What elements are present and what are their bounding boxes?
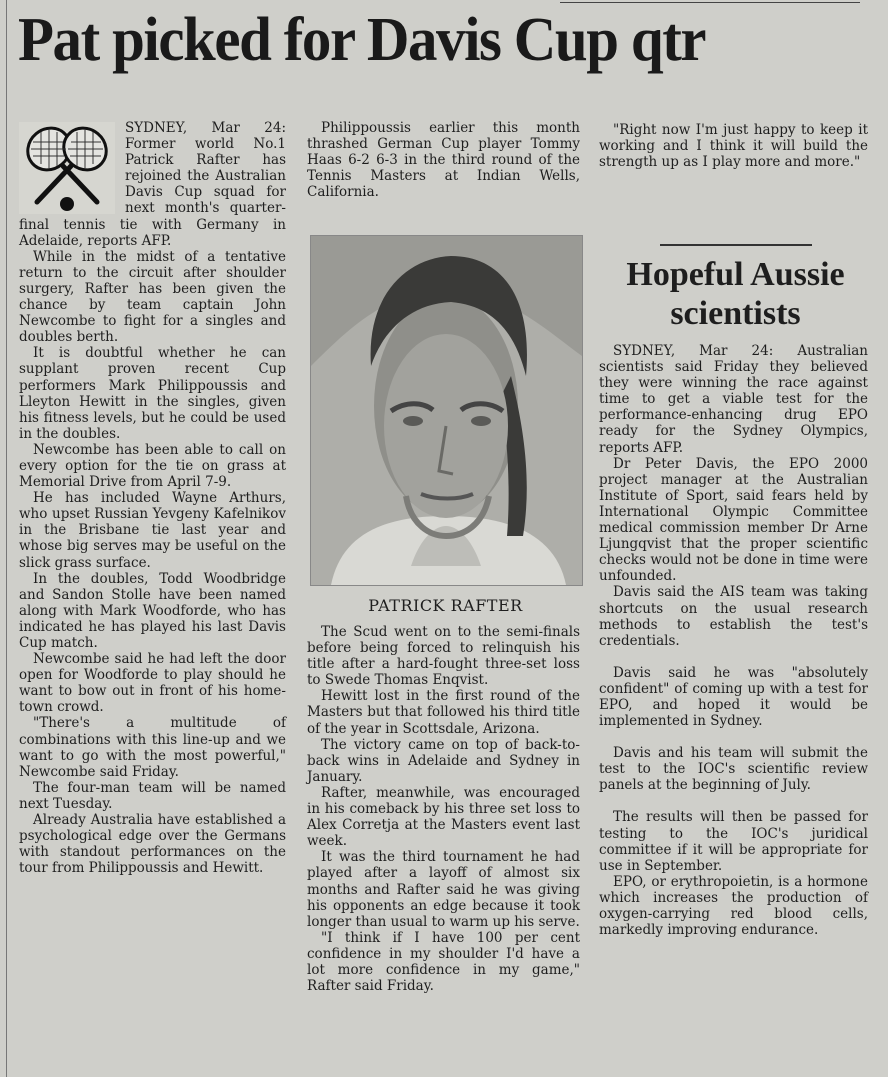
paragraph: "I think if I have 100 per cent confidence in my shoulder I'd have a lot more confidence in my game," Rafter said Friday.	[307, 929, 580, 995]
paragraph: Already Australia have established a psychological edge over the Germans with standout performances on the tour from Philippoussis and Hewitt.	[19, 812, 286, 877]
paragraph: SYDNEY, Mar 24: Former world No.1 Patrick Rafter has rejoined the Australian Davis Cup squad for next month's quarter-final tennis tie with Germany in Adelaide, reports AFP.	[19, 120, 286, 249]
paragraph: Dr Peter Davis, the EPO 2000 project manager at the Australian Institute of Sport, said fears held by International Olympic Committee medical commission member Dr Arne Ljungqvist that the proper scientific checks would not be done in time were unfounded.	[599, 455, 868, 585]
second-story-column	[599, 343, 868, 938]
paragraph: Hewitt lost in the first round of the Masters but that followed his third title of the year in Scottsdale, Arizona.	[307, 688, 580, 737]
paragraph: Davis said he was "absolutely confident" of coming up with a test for EPO, and hoped it would be implemented in Sydney.	[599, 664, 868, 730]
paragraph: It is doubtful whether he can supplant proven recent Cup performers Mark Philippoussis and Lleyton Hewitt in the singles, given his fitness levels, but he could be used in the doubles.	[19, 345, 286, 442]
paragraph: The four-man team will be named next Tuesday.	[19, 779, 286, 812]
paragraph-gap	[599, 793, 868, 809]
paragraph: "There's a multitude of combinations with this line-up and we want to go with the most powerful," Newcombe said Friday.	[19, 715, 286, 780]
main-story-column-3	[599, 122, 868, 170]
paragraph: Davis said the AIS team was taking shortcuts on the usual research methods to establish the test's credentials.	[599, 584, 868, 649]
paragraph: Philippoussis earlier this month thrashed German Cup player Tommy Haas 6-2 6-3 in the third round of the Tennis Masters at Indian Wells, California.	[307, 120, 580, 201]
story-divider	[660, 244, 812, 246]
paragraph: "Right now I'm just happy to keep it working and I think it will build the strength up as I play more and more."	[599, 122, 868, 171]
portrait-photo-icon	[311, 236, 582, 585]
main-story-column-2-bottom	[307, 624, 580, 994]
paragraph: SYDNEY, Mar 24: Australian scientists said Friday they believed they were winning the race against time to get a viable test for the performance-enhancing drug EPO ready for the Sydney Olympics, reports AFP.	[599, 343, 868, 456]
main-story-column-2-top	[307, 120, 580, 200]
photo-caption: PATRICK RAFTER	[368, 596, 523, 615]
paragraph: EPO, or erythropoietin, is a hormone which increases the production of oxygen-carrying red blood cells, markedly improving endurance.	[599, 873, 868, 939]
left-page-edge	[6, 0, 7, 1077]
paragraph: In the doubles, Todd Woodbridge and Sandon Stolle have been named along with Mark Woodforde, who has indicated he has played his last Davis Cup match.	[19, 570, 286, 651]
paragraph: The results will then be passed for testing to the IOC's juridical committee if it will be appropriate for use in September.	[599, 809, 868, 874]
main-story-column-1	[19, 120, 286, 876]
paragraph: The victory came on top of back-to-back wins in Adelaide and Sydney in January.	[307, 736, 580, 785]
paragraph: He has included Wayne Arthurs, who upset Russian Yevgeny Kafelnikov in the Brisbane tie last year and whose big serves may be useful on the slick grass surface.	[19, 490, 286, 571]
paragraph: While in the midst of a tentative return to the circuit after shoulder surgery, Rafter has been given the chance by team captain John Newcombe to fight for a singles and doubles berth.	[19, 248, 286, 346]
paragraph: The Scud went on to the semi-finals before being forced to relinquish his title after a hard-fought three-set loss to Swede Thomas Enqvist.	[307, 624, 580, 689]
second-story-headline: Hopeful Aussie scientists	[626, 256, 845, 332]
photo	[310, 235, 583, 586]
paragraph-gap	[599, 729, 868, 745]
paragraph: Newcombe said he had left the door open for Woodforde to play should he want to bow out in front of his home-town crowd.	[19, 651, 286, 716]
paragraph: Newcombe has been able to call on every option for the tie on grass at Memorial Drive from April 7-9.	[19, 441, 286, 491]
paragraph: It was the third tournament he had played after a layoff of almost six months and Rafter said he was giving his opponents an edge because it took longer than usual to warm up his serve.	[307, 849, 580, 930]
paragraph: Rafter, meanwhile, was encouraged in his comeback by his three set loss to Alex Corretja at the Masters event last week.	[307, 784, 580, 850]
crossed-tennis-racquets-icon	[19, 122, 115, 214]
paragraph-gap	[599, 649, 868, 665]
paragraph: Davis and his team will submit the test to the IOC's scientific review panels at the beginning of July.	[599, 745, 868, 794]
headline: Pat picked for Davis Cup qtr	[18, 6, 706, 74]
